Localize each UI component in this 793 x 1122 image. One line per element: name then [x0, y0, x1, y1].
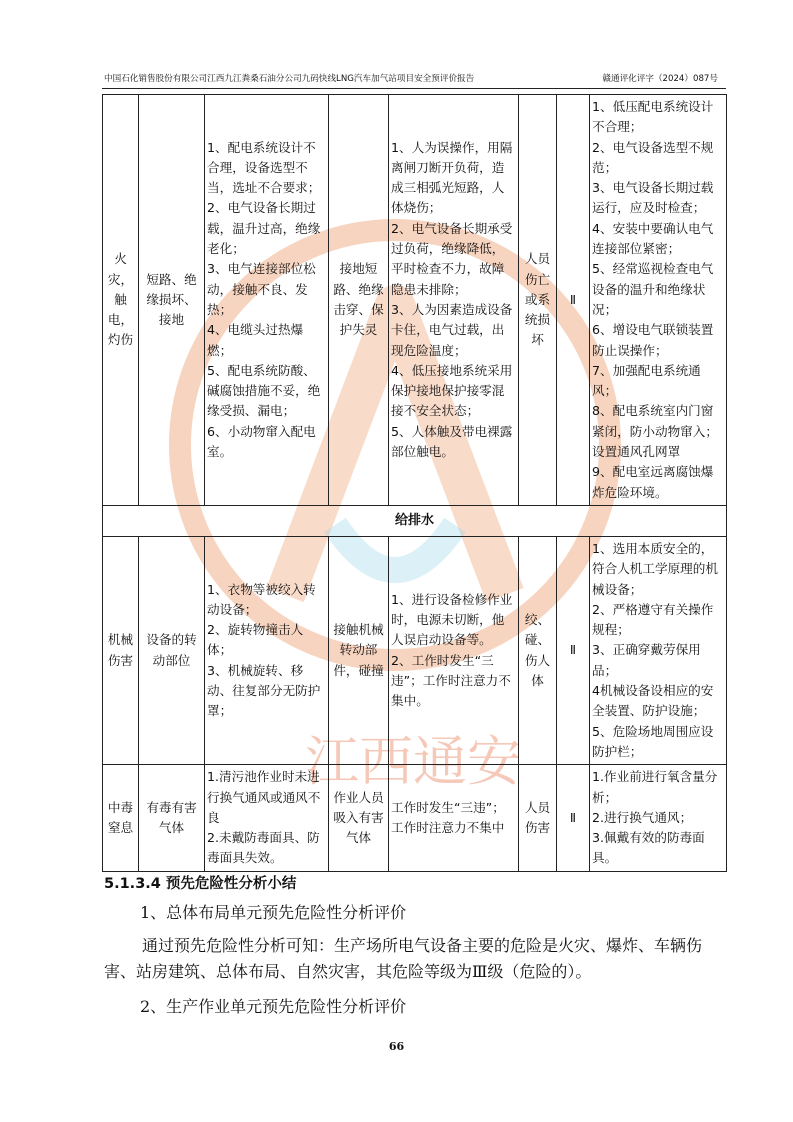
level-cell: Ⅱ [557, 536, 590, 764]
header-report-title: 中国石化销售股份有限公司江西九江粪桑石油分公司九码快线LNG汽车加气站项目安全预评价报告 [104, 74, 475, 84]
cause-cell: 设备的转动部位 [139, 536, 205, 764]
list-item: 2、旋转物撞击人体； [207, 622, 304, 658]
list-item: 工作时发生“三违”；工作时注意力不集中 [391, 799, 505, 835]
list-item: 1、配电系统设计不合理，设备选型不当，选址不合要求； [207, 139, 321, 196]
list-item: 9、配电室远离腐蚀爆炸危险环境。 [592, 464, 714, 500]
hazard-analysis-table [102, 94, 727, 872]
list-item: 2、严格遵守有关操作规程； [592, 601, 714, 638]
list-item: 4、电缆头过热爆燃； [207, 322, 304, 358]
measures-cell [590, 95, 727, 506]
level-cell: Ⅱ [557, 95, 590, 506]
paragraph-2: 通过预先危险性分析可知：生产场所电气设备主要的危险是火灾、爆炸、车辆伤害、站房建筑、总体布局、自然灾害，其危险等级为Ⅲ级（危险的）。 [104, 936, 703, 981]
list-item: 3、电气设备长期过载运行，应及时检查； [592, 180, 714, 216]
trigger-cell: 接地短路、绝缘击穿、保护失灵 [329, 95, 389, 506]
conditions-cell [205, 95, 329, 506]
events-cell [389, 95, 519, 506]
list-item: 4、低压接地系统采用保护接地保护接零混接不安全状态； [391, 362, 513, 419]
cause-cell: 短路、绝缘损坏、接地 [139, 95, 205, 506]
page-header [104, 72, 718, 86]
measures-cell [590, 536, 727, 764]
list-item: 3、人为因素造成设备卡住，电气过载，出现危险温度； [391, 301, 513, 358]
section-title: 5.1.3.4 预先危险性分析小结 [104, 876, 297, 892]
watermark-text: 江西通安 [305, 730, 521, 793]
list-item: 1、低压配电系统设计不合理； [592, 99, 714, 135]
list-item: 3.佩戴有效的防毒面具。 [592, 830, 705, 866]
trigger-cell: 接触机械转动部件，碰撞 [329, 536, 389, 764]
consequence-cell: 人员伤害 [519, 765, 557, 871]
header-rule [102, 88, 726, 89]
list-item: 2.未戴防毒面具、防毒面具失效。 [207, 830, 320, 866]
list-item: 1、选用本质安全的，符合人机工学原理的机械设备； [592, 540, 718, 597]
header-report-number: 赣通评化评字（2024）087号 [602, 74, 718, 84]
section-label: 给排水 [103, 505, 727, 536]
list-item: 1、人为误操作，用隔离闸刀断开负荷，造成三相弧光短路，人体烧伤； [391, 139, 513, 216]
list-item: 3、正确穿戴劳保用品； [592, 642, 701, 678]
list-item: 2、电气设备长期过载，温升过高，绝缘老化； [207, 200, 321, 257]
hazard-cell: 中毒窒息 [103, 765, 139, 871]
list-item: 1、衣物等被绞入转动设备； [207, 581, 316, 617]
list-item: 2.进行换气通风； [592, 809, 693, 825]
list-item: 2、电气设备长期承受过负荷，绝缘降低，平时检查不力，故障隐患未排除； [391, 220, 513, 297]
list-item: 3、电气连接部位松动，接触不良、发热； [207, 261, 316, 317]
paragraph-3: 2、生产作业单元预先危险性分析评价 [140, 997, 407, 1016]
list-item: 4机械设备设相应的安全装置、防护设施； [592, 683, 714, 719]
measures-cell [590, 765, 727, 871]
trigger-cell: 作业人员吸入有害气体 [329, 765, 389, 871]
list-item: 7、加强配电系统通风； [592, 362, 701, 399]
list-item: 5、危险场地周围应设防护栏； [592, 723, 714, 759]
list-item: 2、电气设备选型不规范； [592, 139, 714, 175]
list-item: 1.作业前进行氧含量分析； [592, 769, 718, 805]
paragraph-1: 1、总体布局单元预先危险性分析评价 [140, 903, 407, 922]
list-item: 2、工作时发生“三违”；工作时注意力不集中。 [391, 652, 511, 709]
conditions-cell [205, 765, 329, 871]
hazard-cell: 机械伤害 [103, 536, 139, 764]
table-row-mechanical [103, 536, 727, 764]
list-item: 5、配电系统防酸、碱腐蚀措施不妥，绝缘受损、漏电； [207, 362, 321, 419]
table-section-row [103, 505, 727, 536]
level-cell: Ⅱ [557, 765, 590, 871]
list-item: 3、机械旋转、移动、往复部分无防护罩； [207, 662, 321, 719]
consequence-cell: 绞、碰、伤人体 [519, 536, 557, 764]
list-item: 1.清污池作业时未进行换气通风或通风不良 [207, 769, 321, 825]
list-item: 6、小动物窜入配电室。 [207, 423, 316, 460]
list-item: 8、配电系统室内门窗紧闭，防小动物窜入；设置通风孔网罩 [592, 403, 718, 460]
events-cell [389, 536, 519, 764]
cause-cell: 有毒有害气体 [139, 765, 205, 871]
consequence-cell: 人员伤亡或系统损坏 [519, 95, 557, 506]
conditions-cell [205, 536, 329, 764]
list-item: 5、经常巡视检查电气设备的温升和绝缘状况； [592, 261, 714, 317]
list-item: 6、增设电气联锁装置防止误操作； [592, 322, 714, 358]
events-cell [389, 765, 519, 871]
table-row-electrical [103, 95, 727, 506]
list-item: 1、进行设备检修作业时，电源未切断，他人误启动设备等。 [391, 591, 513, 648]
list-item: 5、人体触及带电裸露部位触电。 [391, 423, 513, 460]
hazard-cell: 火灾，触电，灼伤 [103, 95, 139, 506]
table-row-poisoning [103, 765, 727, 871]
list-item: 4、安装中要确认电气连接部位紧密； [592, 220, 714, 257]
page-number: 66 [388, 1040, 405, 1053]
